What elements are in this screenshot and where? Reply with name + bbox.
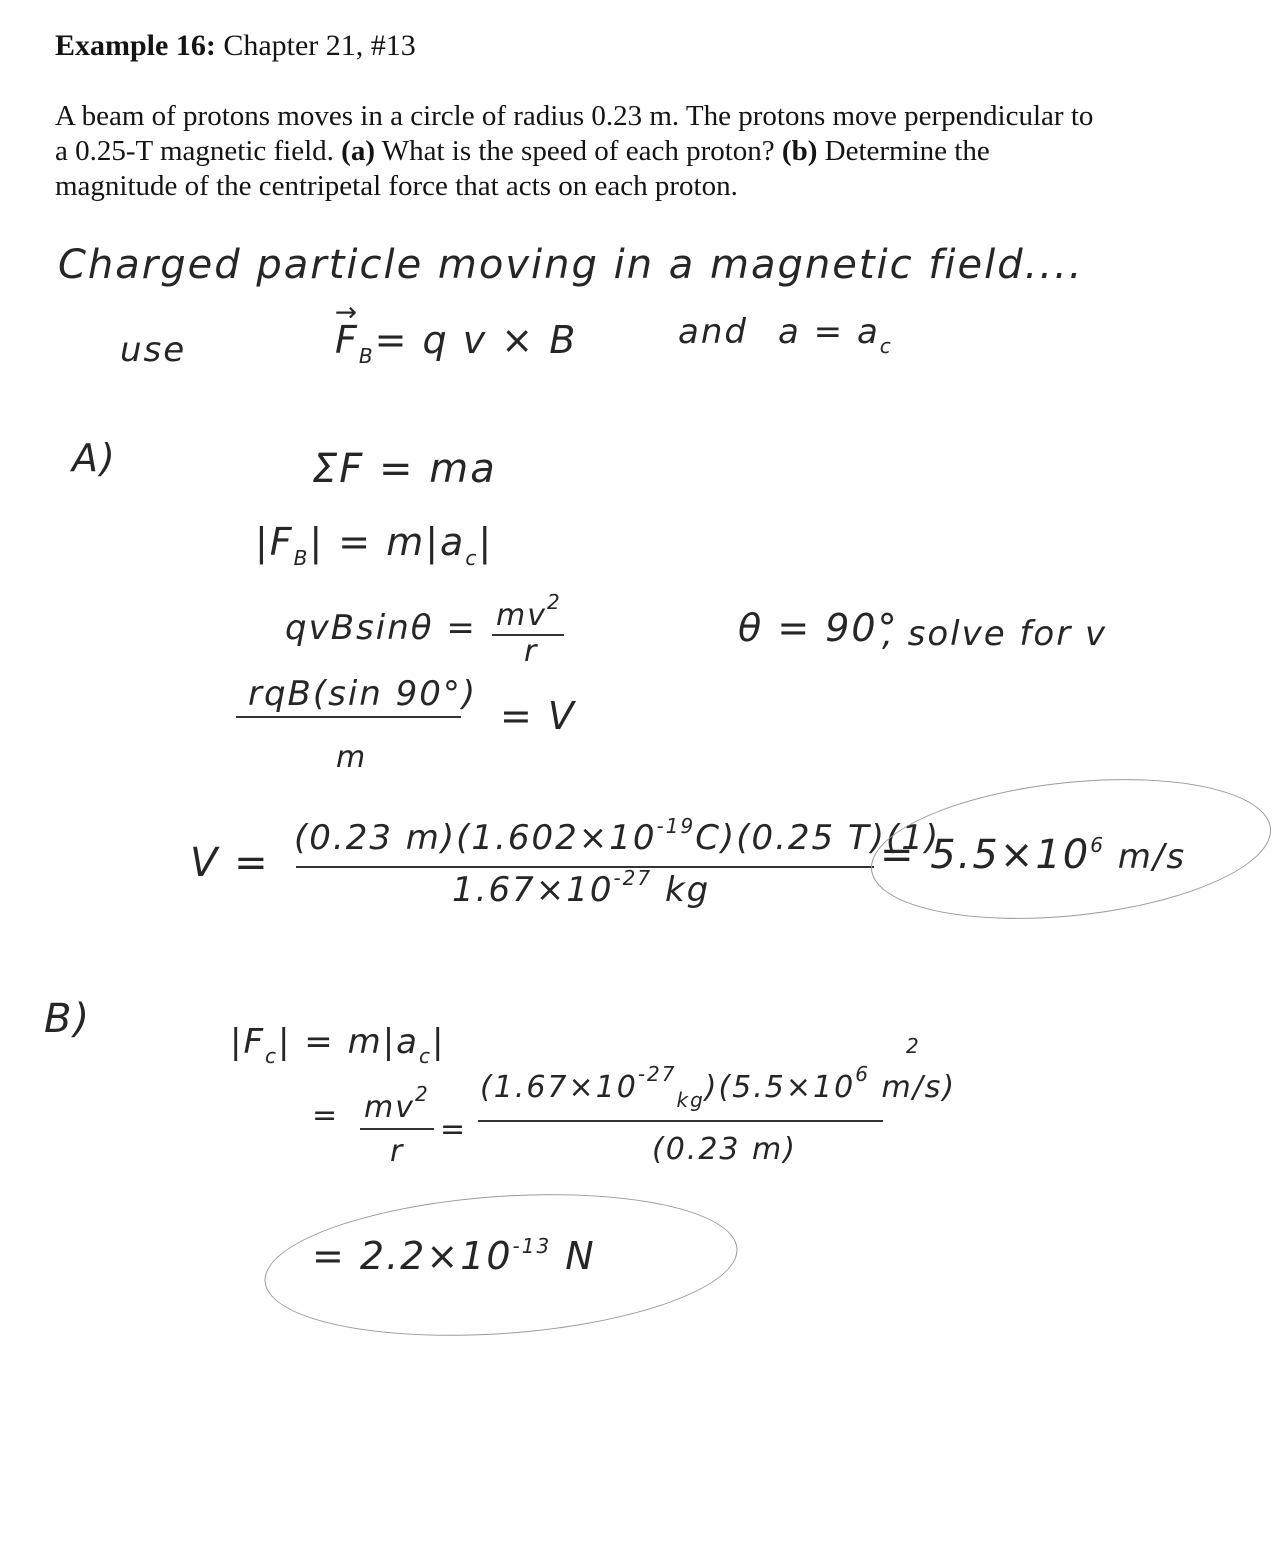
- force-magnitude-sub2: c: [465, 546, 479, 570]
- centripetal-force-lhs: |F: [230, 1022, 266, 1062]
- force-mv2-num-exp: 2: [414, 1082, 430, 1106]
- part-b-marker: (b): [781, 135, 818, 167]
- force-magnitude-sub: B: [293, 546, 310, 570]
- part-b-label: B): [44, 996, 92, 1042]
- problem-line-2-start: a 0.25-T magnetic field.: [55, 135, 342, 167]
- force-law-rhs: = q v × B: [374, 318, 578, 362]
- speed-calc-bar: [296, 866, 874, 868]
- qvb-eq-lhs: qvBsinθ =: [285, 608, 477, 648]
- intro-note: Charged particle moving in a magnetic field....: [58, 242, 1084, 288]
- and-label: and: [678, 312, 748, 352]
- force-calc-num-text: (1.67×10: [480, 1070, 638, 1105]
- centripetal-fraction-den: r: [524, 634, 539, 669]
- centripetal-force-sub2: c: [418, 1044, 432, 1068]
- speed-calc-num: [294, 814, 941, 858]
- centripetal-force-magnitude: [230, 1022, 446, 1068]
- acceleration-relation-text: a = a: [778, 312, 880, 352]
- force-calc-num-end: m/s): [869, 1070, 957, 1105]
- force-answer-unit: N: [551, 1234, 596, 1278]
- example-title: [55, 28, 416, 63]
- centripetal-force-end: |: [431, 1022, 446, 1062]
- problem-line-1: A beam of protons moves in a circle of radius 0.23 m. The protons move perpendicular to: [55, 100, 1094, 132]
- acceleration-relation-subscript: c: [879, 334, 893, 358]
- acceleration-relation: [778, 312, 893, 358]
- speed-formula-den: m: [336, 740, 368, 775]
- force-magnitude-eq: [255, 520, 494, 570]
- force-answer: [312, 1234, 596, 1278]
- speed-calc-num-text: (0.23 m)(1.602×10: [294, 818, 657, 858]
- problem-line-2-mid: What is the speed of each proton?: [374, 135, 782, 167]
- magnetic-force-law: [335, 318, 578, 368]
- force-calc-num-tail: )(5.5×10: [704, 1070, 856, 1105]
- problem-line-2: [55, 134, 990, 169]
- force-mv2-bar: [360, 1128, 434, 1130]
- speed-formula-num: rqB(sin 90°): [248, 674, 478, 714]
- force-answer-exp: -13: [512, 1234, 552, 1258]
- speed-formula-rhs: = V: [500, 694, 576, 738]
- force-vector-symbol: → F: [335, 318, 359, 362]
- speed-calc-den: [452, 866, 711, 910]
- problem-line-3: magnitude of the centripetal force that acts on each proton.: [55, 170, 738, 202]
- force-mv2-den: r: [390, 1134, 405, 1169]
- centripetal-num-exp: 2: [546, 590, 562, 614]
- centripetal-fraction-num: [496, 590, 562, 633]
- centripetal-force-rhs: | = m|a: [278, 1022, 419, 1062]
- speed-calc-den-exp: -27: [613, 866, 653, 890]
- force-mv2-num: [364, 1082, 430, 1125]
- use-label: use: [120, 330, 187, 370]
- speed-calc-den-text: 1.67×10: [452, 870, 614, 910]
- force-calc-num-unit: kg: [676, 1088, 705, 1112]
- force-mv2-num-text: mv: [364, 1090, 415, 1125]
- speed-calc-den-unit: kg: [652, 870, 711, 910]
- force-calc-num-exp2: 6: [855, 1062, 870, 1086]
- force-eq-mid-equals: =: [440, 1112, 468, 1147]
- speed-answer-text: = 5.5×10: [880, 832, 1091, 878]
- speed-calc-num-tail: C)(0.25 T)(1): [695, 818, 941, 858]
- force-eq-equals: =: [312, 1098, 340, 1133]
- force-calc-num-exp: -27: [637, 1062, 677, 1086]
- force-calc-outer-exp: 2: [906, 1034, 921, 1058]
- force-calc-den: (0.23 m): [652, 1132, 797, 1167]
- speed-label: V =: [190, 840, 270, 886]
- force-magnitude-lhs: |F: [255, 520, 294, 564]
- solve-for-v: , solve for v: [882, 614, 1108, 654]
- force-law-subscript: B: [358, 344, 375, 368]
- speed-formula-bar: [236, 716, 461, 718]
- theta-value: θ = 90°: [738, 606, 899, 650]
- force-answer-text: = 2.2×10: [312, 1234, 513, 1278]
- part-a-marker: (a): [341, 135, 375, 167]
- speed-calc-num-exp: -19: [656, 814, 696, 838]
- force-calc-bar: [478, 1120, 883, 1122]
- speed-answer-exp: 6: [1090, 833, 1105, 857]
- newton-second-law: ΣF = ma: [312, 446, 497, 492]
- example-title-rest: Chapter 21, #13: [215, 29, 416, 62]
- centripetal-num-text: mv: [496, 598, 547, 633]
- speed-answer: [880, 832, 1186, 878]
- speed-answer-unit: m/s: [1105, 837, 1187, 877]
- force-calc-num: [480, 1062, 957, 1112]
- part-a-label: A): [72, 436, 117, 480]
- force-magnitude-rhs: | = m|a: [309, 520, 466, 564]
- force-magnitude-end: |: [478, 520, 494, 564]
- example-title-bold: Example 16:: [55, 29, 216, 62]
- centripetal-force-sub: c: [265, 1044, 279, 1068]
- problem-line-2-end: Determine the: [817, 135, 990, 167]
